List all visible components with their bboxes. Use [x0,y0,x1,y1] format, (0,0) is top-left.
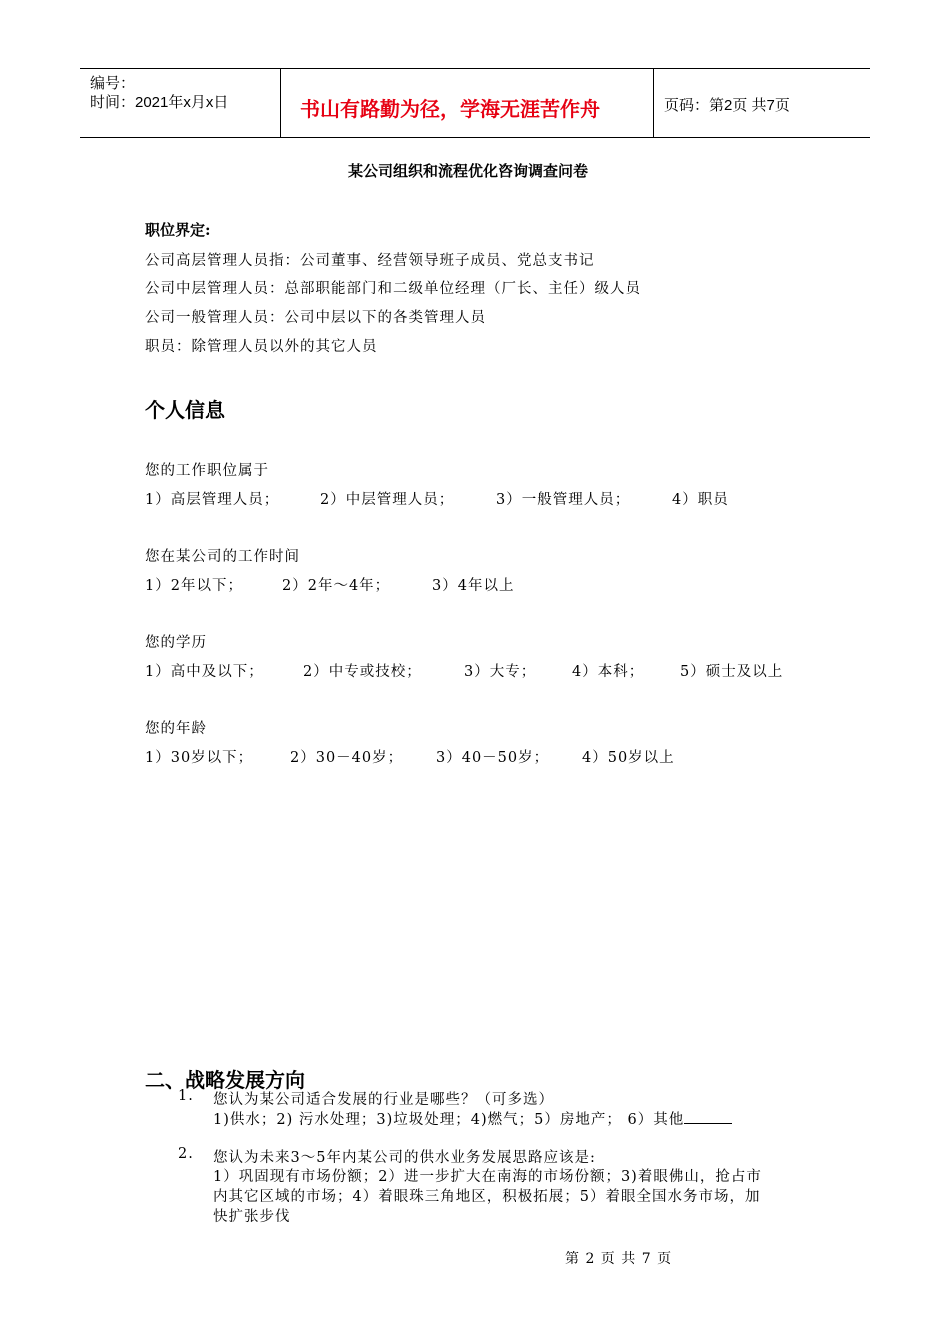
option-item[interactable]: 2）中专或技校； [303,664,422,680]
option-item[interactable]: 4）50岁以上 [582,750,675,766]
option-item[interactable]: 2）中层管理人员； [320,492,455,508]
definition-line: 公司中层管理人员：总部职能部门和二级单位经理（厂长、主任）级人员 [145,281,641,297]
strategy-option-line: 1）巩固现有市场份额；2）进一步扩大在南海的市场份额；3)着眼佛山，抢占市 [213,1169,762,1185]
definitions-heading: 职位界定: [145,221,211,239]
option-item[interactable]: 3）4年以上 [432,578,515,594]
page-header [80,68,870,138]
strategy-options-text: 1)供水；2) 污水处理；3)垃圾处理；4)燃气；5）房地产； 6）其他 [213,1112,685,1128]
definition-line: 公司高层管理人员指：公司董事、经营领导班子成员、党总支书记 [145,253,595,269]
option-item[interactable]: 5）硕士及以上 [680,664,784,680]
option-item[interactable]: 4）职员 [672,492,729,508]
other-blank-line[interactable] [684,1109,732,1124]
document-number-label: 编号： [90,75,136,92]
header-page-info: 页码：第2页 共7页 [664,97,790,114]
strategy-question: 您认为未来3～5年内某公司的供水业务发展思路应该是: [213,1150,596,1166]
question-position: 您的工作职位属于 [145,463,269,479]
strategy-heading: 二、战略发展方向 [145,1068,305,1092]
question-education: 您的学历 [145,635,207,651]
strategy-option-line: 快扩张步伐 [213,1209,291,1225]
document-time-label: 时间：2021年x月x日 [90,94,229,111]
option-item[interactable]: 3）一般管理人员； [496,492,631,508]
option-item[interactable]: 2）30－40岁； [290,750,404,766]
option-item[interactable]: 2）2年～4年； [282,578,391,594]
option-item[interactable]: 1）30岁以下； [145,750,254,766]
header-motto: 书山有路勤为径，学海无涯苦作舟 [300,97,600,121]
personal-info-heading: 个人信息 [145,398,225,422]
definition-line: 公司一般管理人员：公司中层以下的各类管理人员 [145,310,486,326]
strategy-option-line: 内其它区域的市场；4）着眼珠三角地区，积极拓展；5）着眼全国水务市场，加 [213,1189,761,1205]
option-item[interactable]: 3）40－50岁； [436,750,550,766]
option-item[interactable]: 3）大专； [464,664,537,680]
option-item[interactable]: 1）高中及以下； [145,664,264,680]
page-footer: 第 2 页 共 7 页 [565,1251,673,1267]
strategy-question: 您认为某公司适合发展的行业是哪些？（可多选） [213,1092,554,1108]
header-divider [280,69,281,137]
document-title: 某公司组织和流程优化咨询调查问卷 [348,162,589,180]
header-divider [653,69,654,137]
option-item[interactable]: 4）本科； [572,664,645,680]
strategy-options[interactable] [213,1108,732,1129]
option-item[interactable]: 1）2年以下； [145,578,243,594]
question-age: 您的年龄 [145,721,207,737]
definition-line: 职员：除管理人员以外的其它人员 [145,339,378,355]
item-number: 1. [178,1088,194,1104]
option-item[interactable]: 1）高层管理人员； [145,492,280,508]
question-tenure: 您在某公司的工作时间 [145,549,300,565]
item-number: 2. [178,1146,194,1162]
